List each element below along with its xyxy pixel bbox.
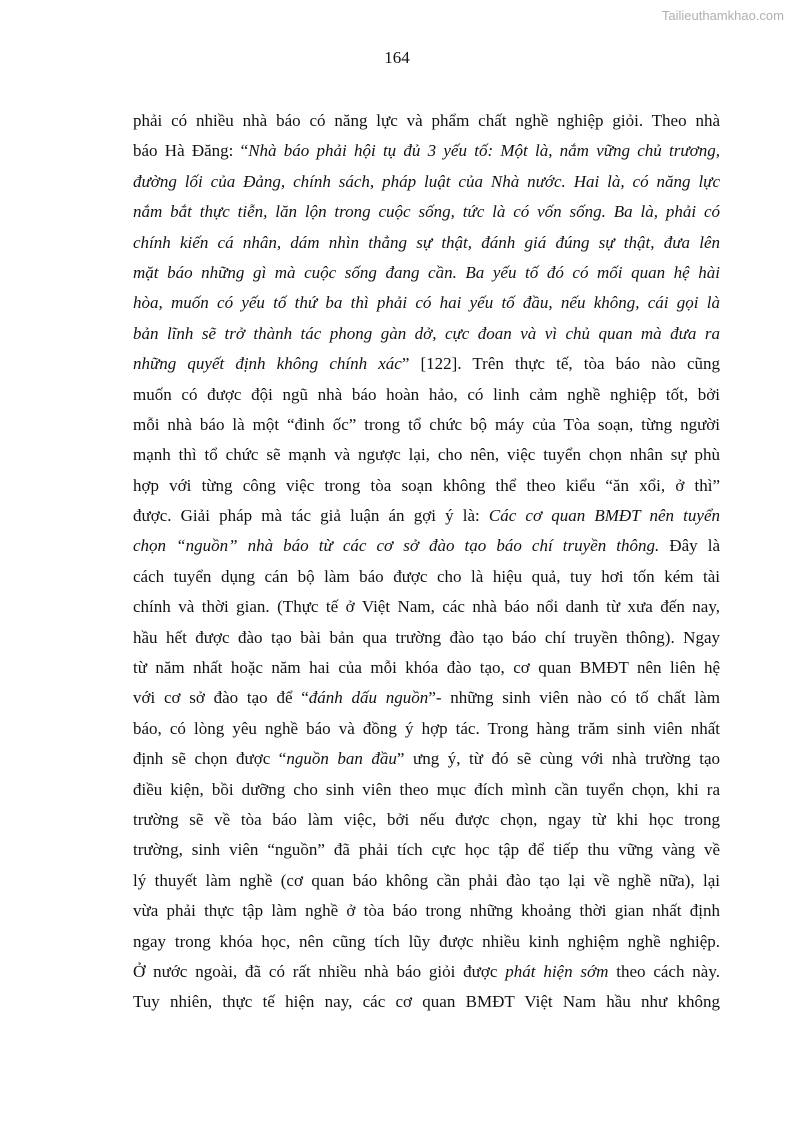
text-line xyxy=(133,471,720,501)
text-segment: trường sẽ về tòa báo làm việc, bởi nếu được chọn, ngay từ khi học trong xyxy=(133,809,720,829)
text-segment: cách tuyển dụng cán bộ làm báo được cho là hiệu quả, tuy hơi tốn kém tài xyxy=(133,566,720,586)
text-segment: điều kiện, bồi dưỡng cho sinh viên theo mục đích mình cần tuyển chọn, khi ra xyxy=(133,779,720,799)
text-segment: được. Giải pháp mà tác giả luận án gợi ý là: xyxy=(133,506,489,526)
italic-text: đánh dấu nguồn xyxy=(308,688,429,708)
text-line xyxy=(133,927,720,957)
text-segment: muốn có được đội ngũ nhà báo hoàn hảo, có linh cảm nghề nghiệp tốt, bởi xyxy=(133,384,720,404)
text-segment: định sẽ chọn được “ xyxy=(133,749,287,769)
text-line xyxy=(133,167,720,197)
text-segment: báo Hà Đăng: “ xyxy=(133,141,249,161)
italic-text: Nhà báo phải hội tụ đủ 3 yếu tố: Một là, nắm vững chủ trương, xyxy=(248,141,720,161)
text-line xyxy=(133,197,720,227)
text-line xyxy=(133,866,720,896)
text-segment: ” [122]. Trên thực tế, tòa báo nào cũng xyxy=(401,354,720,374)
text-segment: ” ưng ý, từ đó sẽ cùng với nhà trường tạo xyxy=(396,749,720,769)
italic-text: phát hiện sớm xyxy=(505,961,609,981)
text-line xyxy=(133,349,720,379)
text-line xyxy=(133,775,720,805)
text-line xyxy=(133,258,720,288)
text-segment: chính và thời gian. (Thực tế ở Việt Nam, các nhà báo nổi danh từ xưa đến nay, xyxy=(133,597,720,617)
text-segment: mạnh thì tổ chức sẽ mạnh và ngược lại, cho nên, việc tuyển chọn nhân sự phù xyxy=(133,445,720,465)
italic-text: mặt báo những gì mà cuộc sống đang cần. Ba yếu tố đó có mối quan hệ hài xyxy=(133,262,720,282)
text-segment: theo cách này. xyxy=(608,961,720,981)
text-line xyxy=(133,896,720,926)
text-segment: từ năm nhất hoặc năm hai của mỗi khóa đào tạo, cơ quan BMĐT nên liên hệ xyxy=(133,658,720,678)
text-segment: mỗi nhà báo là một “đinh ốc” trong tổ chức bộ máy của Tòa soạn, từng người xyxy=(133,414,720,434)
text-segment: Ở nước ngoài, đã có rất nhiều nhà báo giỏi được xyxy=(133,961,506,981)
text-line xyxy=(133,653,720,683)
text-line xyxy=(133,531,720,561)
text-line xyxy=(133,835,720,865)
italic-text: đường lối của Đảng, chính sách, pháp luật của Nhà nước. Hai là, có năng lực xyxy=(133,171,720,191)
text-segment: phải có nhiều nhà báo có năng lực và phẩm chất nghề nghiệp giỏi. Theo nhà xyxy=(133,111,720,130)
italic-text: chính kiến cá nhân, dám nhìn thẳng sự thật, đánh giá đúng sự thật, đưa lên xyxy=(133,232,720,252)
text-segment: lý thuyết làm nghề (cơ quan báo không cần phải đào tạo lại về nghề nữa), lại xyxy=(133,870,720,890)
text-line xyxy=(133,410,720,440)
text-line xyxy=(133,501,720,531)
text-line xyxy=(133,288,720,318)
text-segment: vừa phải thực tập làm nghề ở tòa báo trong những khoảng thời gian nhất định xyxy=(133,901,720,921)
text-line xyxy=(133,106,720,136)
text-line xyxy=(133,228,720,258)
text-line xyxy=(133,623,720,653)
text-line xyxy=(133,319,720,349)
text-line xyxy=(133,683,720,713)
text-segment: Tuy nhiên, thực tế hiện nay, các cơ quan BMĐT Việt Nam hầu như không xyxy=(133,992,720,1012)
italic-text: hòa, muốn có yếu tố thứ ba thì phải có hai yếu tố đầu, nếu không, cái gọi là xyxy=(133,293,720,313)
text-segment: hợp với từng công việc trong tòa soạn không thể theo kiểu “ăn xổi, ở thì” xyxy=(133,475,720,495)
page-number: 164 xyxy=(384,48,410,67)
text-segment: trường, sinh viên “nguồn” đã phải tích cực học tập để tiếp thu vững vàng về xyxy=(133,840,720,860)
text-line xyxy=(133,380,720,410)
italic-text: những quyết định không chính xác xyxy=(133,354,402,374)
italic-text: nguồn ban đầu xyxy=(286,749,397,769)
text-segment: Đây là xyxy=(659,536,720,556)
text-line xyxy=(133,957,720,987)
italic-text: bản lĩnh sẽ trở thành tác phong gàn dở, cực đoan và vì chủ quan mà đưa ra xyxy=(133,323,720,343)
italic-text: chọn “nguồn” nhà báo từ các cơ sở đào tạo báo chí truyền thông. xyxy=(133,536,660,556)
body-text xyxy=(133,106,720,1018)
text-segment: hầu hết được đào tạo bài bản qua trường đào tạo báo chí truyền thông). Ngay xyxy=(133,627,720,647)
text-line xyxy=(133,592,720,622)
text-line xyxy=(133,987,720,1017)
watermark: Tailieuthamkhao.com xyxy=(661,8,784,23)
text-line xyxy=(133,744,720,774)
text-segment: báo, có lòng yêu nghề báo và đồng ý hợp tác. Trong hàng trăm sinh viên nhất xyxy=(133,718,720,738)
text-segment: ngay trong khóa học, nên cũng tích lũy được nhiều kinh nghiệm nghề nghiệp. xyxy=(133,931,720,951)
text-line xyxy=(133,562,720,592)
text-line xyxy=(133,805,720,835)
text-segment: ”- những sinh viên nào có tố chất làm xyxy=(428,688,720,708)
text-line xyxy=(133,440,720,470)
italic-text: nắm bắt thực tiễn, lăn lộn trong cuộc sống, tức là có vốn sống. Ba là, phải có xyxy=(133,202,720,222)
text-line xyxy=(133,136,720,166)
text-segment: với cơ sở đào tạo để “ xyxy=(133,688,309,708)
text-line xyxy=(133,714,720,744)
italic-text: Các cơ quan BMĐT nên tuyển xyxy=(488,506,720,526)
